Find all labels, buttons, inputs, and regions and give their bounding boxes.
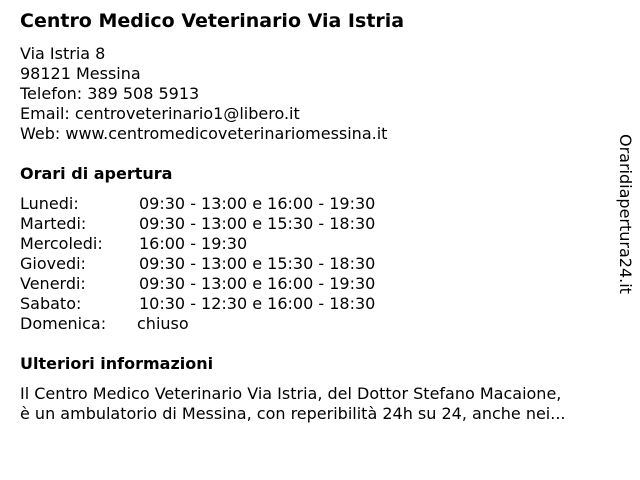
description-line: Il Centro Medico Veterinario Via Istria, del Dottor Stefano Macaione, [20,384,562,403]
further-info-text [20,384,620,424]
day-label: Lunedi: [20,194,79,213]
address-line: Via Istria 8 [20,44,106,63]
time-value: 09:30 - 13:00 e 16:00 - 19:30 [139,274,376,293]
day-label: Sabato: [20,294,82,313]
site-watermark [612,134,638,310]
time-value: 10:30 - 12:30 e 16:00 - 18:30 [139,294,376,313]
time-value: 16:00 - 19:30 [139,234,248,253]
day-label: Venerdi: [20,274,86,293]
time-value: 09:30 - 13:00 e 15:30 - 18:30 [139,254,376,273]
day-label: Giovedi: [20,254,86,273]
contact-block [20,44,387,144]
email-line: Email: centroveterinario1@libero.it [20,104,300,123]
time-value: 09:30 - 13:00 e 15:30 - 18:30 [139,214,376,233]
phone-line: Telefon: 389 508 5913 [20,84,200,103]
city-line: 98121 Messina [20,64,141,83]
description-line: è un ambulatorio di Messina, con reperibilità 24h su 24, anche nei... [20,404,566,423]
further-info-heading: Ulteriori informazioni [20,354,214,373]
opening-hours-heading: Orari di apertura [20,164,173,183]
day-label: Martedi: [20,214,87,233]
page-title: Centro Medico Veterinario Via Istria [20,10,405,32]
day-label: Domenica: [20,314,107,333]
time-value: chiuso [137,314,189,333]
site-watermark-text: Oraridiapertura24.it [616,134,635,294]
web-line: Web: www.centromedicoveterinariomessina.it [20,124,388,143]
time-value: 09:30 - 13:00 e 16:00 - 19:30 [139,194,376,213]
day-label: Mercoledi: [20,234,103,253]
